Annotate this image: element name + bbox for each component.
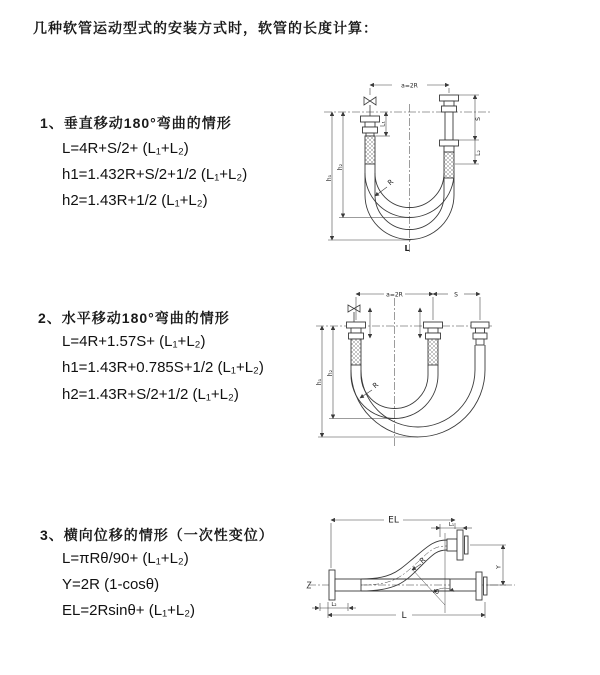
centerlines: [324, 104, 490, 254]
radius-label: R: [386, 177, 396, 188]
radius-label: R: [371, 380, 381, 391]
page-title: 几种软管运动型式的安装方式时，软管的长度计算：: [33, 20, 378, 36]
dim-label-L1: L₁: [448, 522, 455, 528]
left-fitting: [361, 116, 380, 164]
diagram-horizontal-180-bend: [308, 280, 540, 460]
dim-label-h1: h₁: [316, 378, 323, 386]
hose-u-bends: [351, 345, 485, 437]
section-2-formula-h1: h1=1.43R+0.785S+1/2 (L₁+L₂): [62, 359, 264, 376]
length-label: L: [404, 244, 410, 253]
section-2-formula-h2: h2=1.43R+S/2+1/2 (L₁+L₂): [62, 386, 239, 403]
dim-label-h2: h₂: [327, 369, 334, 377]
dim-label-L2: L₂: [331, 602, 337, 608]
upper-right-flange: [447, 530, 468, 560]
dim-label-S: S: [454, 291, 458, 299]
section-2-formula-L: L=4R+1.57S+ (L₁+L₂): [62, 333, 206, 350]
dim-label-S: S: [475, 117, 482, 121]
section-3-formula-EL: EL=2Rsinθ+ (L₁+L₂): [62, 602, 196, 619]
section-1-heading: 1、垂直移动180°弯曲的情形: [40, 115, 232, 131]
dimension-lines: [312, 520, 506, 618]
right-fitting: [471, 322, 489, 345]
diagram-lateral-displacement: [300, 495, 552, 655]
dim-label-a2R: a=2R: [401, 82, 418, 90]
dim-label-EL: EL: [388, 515, 399, 526]
right-fitting-upper: [440, 95, 459, 140]
section-1-formula-h2: h2=1.43R+1/2 (L₁+L₂): [62, 192, 208, 209]
dimension-lines: [318, 291, 480, 437]
dim-label-L: L: [401, 611, 407, 621]
section-3-heading: 3、横向位移的情形（一次性变位）: [40, 527, 274, 543]
section-3-formula-Y: Y=2R (1-cosθ): [62, 576, 160, 593]
section-1-formula-L: L=4R+S/2+ (L₁+L₂): [62, 140, 189, 157]
left-flange: [329, 570, 361, 600]
dim-label-Y: Y: [495, 565, 503, 569]
valve-icon: [348, 305, 360, 322]
angle-label: θ: [435, 588, 439, 596]
dim-label-h2: h₂: [337, 163, 344, 171]
right-flange-original: [450, 572, 487, 600]
section-1-formula-h1: h1=1.432R+S/2+1/2 (L₁+L₂): [62, 166, 248, 183]
dim-label-h1: h₁: [326, 174, 333, 182]
middle-fitting: [424, 322, 443, 365]
section-3-formula-L: L=πRθ/90+ (L₁+L₂): [62, 550, 189, 567]
diagram-vertical-180-bend: [312, 70, 532, 260]
radius-label: R: [418, 555, 428, 566]
right-fitting-lower: [440, 140, 459, 178]
s-curve-hose: [361, 540, 447, 591]
dim-label-a2R: a=2R: [386, 291, 403, 299]
valve-icon: [364, 97, 376, 116]
left-fitting: [347, 322, 366, 365]
section-2-heading: 2、水平移动180°弯曲的情形: [38, 310, 230, 326]
dim-label-L1: L₁: [379, 121, 387, 127]
dim-label-L2: L₂: [475, 150, 482, 156]
